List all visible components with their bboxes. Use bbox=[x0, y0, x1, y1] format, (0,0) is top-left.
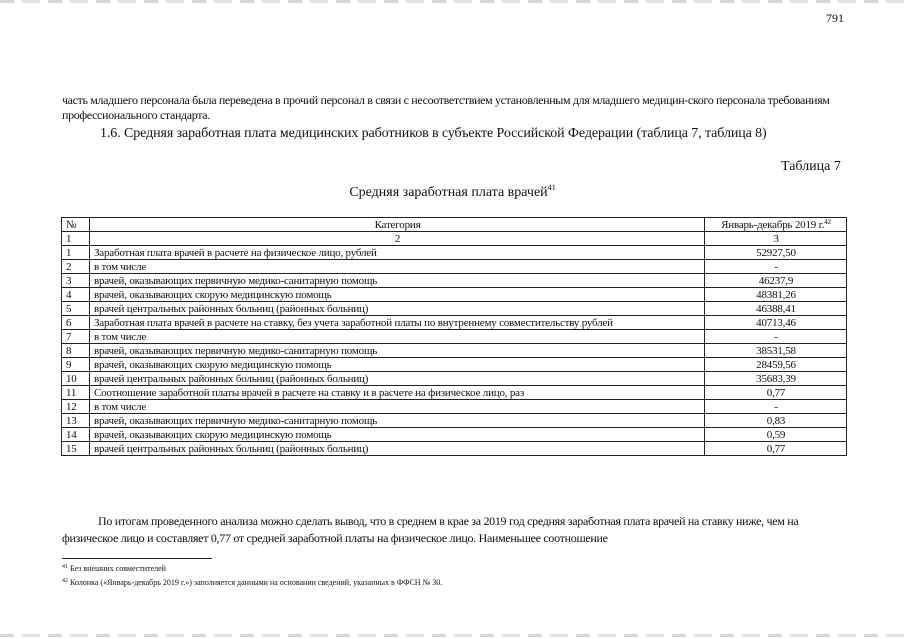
row-category: врачей, оказывающих первичную медико-санитарную помощь bbox=[90, 274, 705, 288]
row-number: 14 bbox=[62, 428, 90, 442]
conclusion-paragraph bbox=[62, 513, 846, 547]
header-category: Категория bbox=[90, 218, 705, 232]
table-row bbox=[62, 358, 847, 372]
row-category: в том числе bbox=[90, 400, 705, 414]
footnote-divider bbox=[62, 558, 212, 559]
row-value: - bbox=[705, 330, 847, 344]
row-value: 0,77 bbox=[705, 442, 847, 456]
row-number: 1 bbox=[62, 246, 90, 260]
column-number-3: 3 bbox=[705, 232, 847, 246]
row-number: 10 bbox=[62, 372, 90, 386]
row-category: врачей, оказывающих скорую медицинскую помощь bbox=[90, 428, 705, 442]
footnote-42-text: Колонка («Январь-декабрь 2019 г.») заполняется данными на основании сведений, указанных в ФФСН № 30. bbox=[68, 578, 443, 587]
row-category: врачей центральных районных больниц (районных больниц) bbox=[90, 302, 705, 316]
column-number-row bbox=[62, 232, 847, 246]
row-number: 6 bbox=[62, 316, 90, 330]
salary-table bbox=[61, 217, 847, 456]
header-period bbox=[705, 218, 847, 232]
table-title bbox=[0, 185, 905, 201]
row-value: 35683,39 bbox=[705, 372, 847, 386]
row-value: 28459,56 bbox=[705, 358, 847, 372]
table-row bbox=[62, 428, 847, 442]
table-label: Таблица 7 bbox=[781, 159, 841, 174]
row-value: 0,59 bbox=[705, 428, 847, 442]
section-heading: 1.6. Средняя заработная плата медицинских работников в субъекте Российской Федерации (таблица 7, таблица 8) bbox=[100, 126, 767, 141]
row-number: 5 bbox=[62, 302, 90, 316]
table-row bbox=[62, 400, 847, 414]
header-num: № bbox=[62, 218, 90, 232]
scan-edge-bottom bbox=[0, 634, 905, 637]
row-number: 9 bbox=[62, 358, 90, 372]
row-number: 8 bbox=[62, 344, 90, 358]
row-number: 13 bbox=[62, 414, 90, 428]
row-number: 3 bbox=[62, 274, 90, 288]
table-title-footnote-ref: 41 bbox=[547, 183, 556, 192]
row-category: врачей центральных районных больниц (районных больниц) bbox=[90, 372, 705, 386]
scan-edge-top bbox=[0, 0, 905, 3]
row-value: 38531,58 bbox=[705, 344, 847, 358]
table-row bbox=[62, 260, 847, 274]
footnote-41-mark: 41 bbox=[62, 564, 68, 570]
row-number: 2 bbox=[62, 260, 90, 274]
table-row bbox=[62, 246, 847, 260]
table-row bbox=[62, 274, 847, 288]
row-category: в том числе bbox=[90, 330, 705, 344]
row-category: в том числе bbox=[90, 260, 705, 274]
row-value: - bbox=[705, 260, 847, 274]
row-value: 0,77 bbox=[705, 386, 847, 400]
row-value: 46388,41 bbox=[705, 302, 847, 316]
table-row bbox=[62, 442, 847, 456]
row-category: Заработная плата врачей в расчете на ставку, без учета заработной платы по внутреннему совместительству рублей bbox=[90, 316, 705, 330]
table-row bbox=[62, 316, 847, 330]
footnote-42-mark: 42 bbox=[62, 578, 68, 584]
table-row bbox=[62, 330, 847, 344]
table-row bbox=[62, 302, 847, 316]
row-number: 15 bbox=[62, 442, 90, 456]
table-row bbox=[62, 288, 847, 302]
row-category: врачей, оказывающих первичную медико-санитарную помощь bbox=[90, 344, 705, 358]
row-number: 11 bbox=[62, 386, 90, 400]
header-period-text: Январь-декабрь 2019 г. bbox=[721, 219, 825, 231]
footnote-41-text: Без внешних совместителей bbox=[68, 564, 166, 573]
footnote-41 bbox=[62, 564, 166, 574]
row-number: 4 bbox=[62, 288, 90, 302]
table-row bbox=[62, 344, 847, 358]
column-number-2: 2 bbox=[90, 232, 705, 246]
footnote-42 bbox=[62, 578, 442, 588]
row-value: 52927,50 bbox=[705, 246, 847, 260]
header-period-ref: 42 bbox=[824, 218, 831, 226]
row-category: врачей, оказывающих первичную медико-санитарную помощь bbox=[90, 414, 705, 428]
intro-paragraph: часть младшего персонала была переведена в прочий персонал в связи с несоответствием установленным для младшего медицин-ского персонала требованиям профессионального стандарта. bbox=[62, 93, 830, 122]
row-value: - bbox=[705, 400, 847, 414]
row-number: 7 bbox=[62, 330, 90, 344]
table-header-row bbox=[62, 218, 847, 232]
row-value: 0,83 bbox=[705, 414, 847, 428]
table-row bbox=[62, 414, 847, 428]
row-category: Соотношение заработной платы врачей в расчете на ставку и в расчете на физическое лицо, раз bbox=[90, 386, 705, 400]
row-category: врачей, оказывающих скорую медицинскую помощь bbox=[90, 358, 705, 372]
table-row bbox=[62, 386, 847, 400]
row-category: Заработная плата врачей в расчете на физическое лицо, рублей bbox=[90, 246, 705, 260]
row-number: 12 bbox=[62, 400, 90, 414]
row-value: 48381,26 bbox=[705, 288, 847, 302]
conclusion-text: По итогам проведенного анализа можно сделать вывод, что в среднем в крае за 2019 год средняя заработная плата врачей на ставку ниже, чем на физическое лицо и составляет 0,77 от средней заработной платы на физическое лицо. Наименьшее соотношение bbox=[62, 514, 799, 545]
table-row bbox=[62, 372, 847, 386]
column-number-1: 1 bbox=[62, 232, 90, 246]
table-title-text: Средняя заработная плата врачей bbox=[349, 185, 548, 200]
row-category: врачей, оказывающих скорую медицинскую помощь bbox=[90, 288, 705, 302]
row-value: 40713,46 bbox=[705, 316, 847, 330]
row-category: врачей центральных районных больниц (районных больниц) bbox=[90, 442, 705, 456]
page-number: 791 bbox=[826, 11, 844, 25]
row-value: 46237,9 bbox=[705, 274, 847, 288]
